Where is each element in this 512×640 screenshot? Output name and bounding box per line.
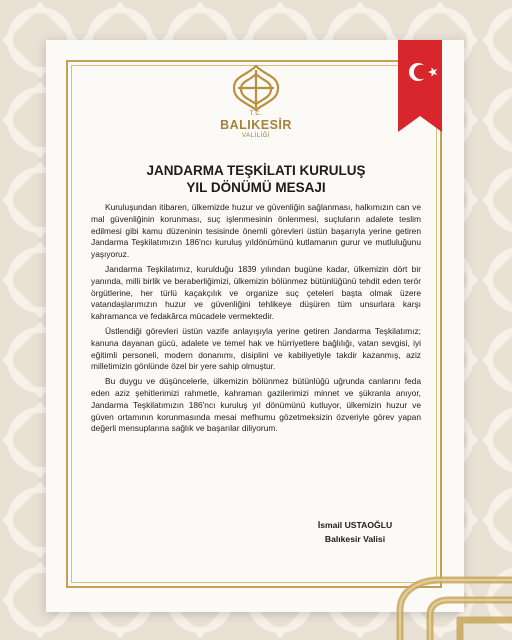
logo-governorship-label: VALİLİĞİ — [242, 133, 270, 139]
logo-tc-label: T.C. — [249, 111, 263, 117]
decorative-knot-icon — [360, 520, 512, 640]
signature-name: İsmail USTAOĞLU — [317, 520, 393, 530]
paragraph-4: Bu duygu ve düşüncelerle, ülkemizin bölünmez bütünlüğü uğrunda canlarını feda eden aziz şehitlerimizi rahmetle, kahraman gazilerimizi minnet ve şükranla anıyor, Jandarma Teşkilatımızın 186'ncı kuruluş yıl dönümünü kutluyor, ülkemizin huzur ve güven ortamının korunmasında mesai mefhumu gözetmeksizin özveriyle görev yapan değerli mensuplarına sağlık ve başarılar diliyorum. — [91, 376, 421, 434]
title-line-2: YIL DÖNÜMÜ MESAJI — [186, 180, 326, 195]
signature-title: Balıkesir Valisi — [324, 534, 386, 544]
document-body — [91, 202, 421, 438]
turkish-flag-icon — [398, 40, 442, 132]
document-title — [80, 162, 432, 196]
paragraph-2: Jandarma Teşkilatımız, kurulduğu 1839 yılından bugüne kadar, ülkemizin dört bir yanında, milli birlik ve beraberliğimizi, ülkemizin bölünmez bütünlüğünü tehdit eden terör örgütlerine, her türlü kaçakçılık ve organize suç çeteleri başta olmak üzere vatandaşlarımızın huzur ve güvenliğini tehlikeye düşüren tüm unsurlara karşı kahramanca ve fedakârca mücadele vermektedir. — [91, 263, 421, 322]
title-line-1: JANDARMA TEŞKİLATI KURULUŞ — [146, 163, 366, 178]
paragraph-1: Kuruluşundan itibaren, ülkemizde huzur ve güvenliğin sağlanması, halkımızın can ve mal güvenliğinin korunması, suç işlenmesinin önlenmesi, suçluların adalete teslim edilmesi gibi kamu düzeninin tesisinde önemli görevleri üstün başarıyla yerine getiren Jandarma Teşkilatımızın 186'ncı kuruluş yıldönümünü kutlamanın gurur ve mutluluğunu yaşıyoruz. — [91, 202, 421, 260]
logo-city-label: BALIKESİR — [220, 118, 292, 132]
paragraph-3: Üstlendiği görevleri üstün vazife anlayışıyla yerine getiren Jandarma Teşkilatımız; kanuna dayanan gücü, adalete ve temel hak ve hürriyetlere bağlılığı, vatan sevgisi, iyi eğitimli personeli, modern donanımı, disiplini ve kabiliyetiyle takdir kazanmış, aziz milletimizin gönlünde özel bir yere sahip olmuştur. — [91, 325, 421, 372]
